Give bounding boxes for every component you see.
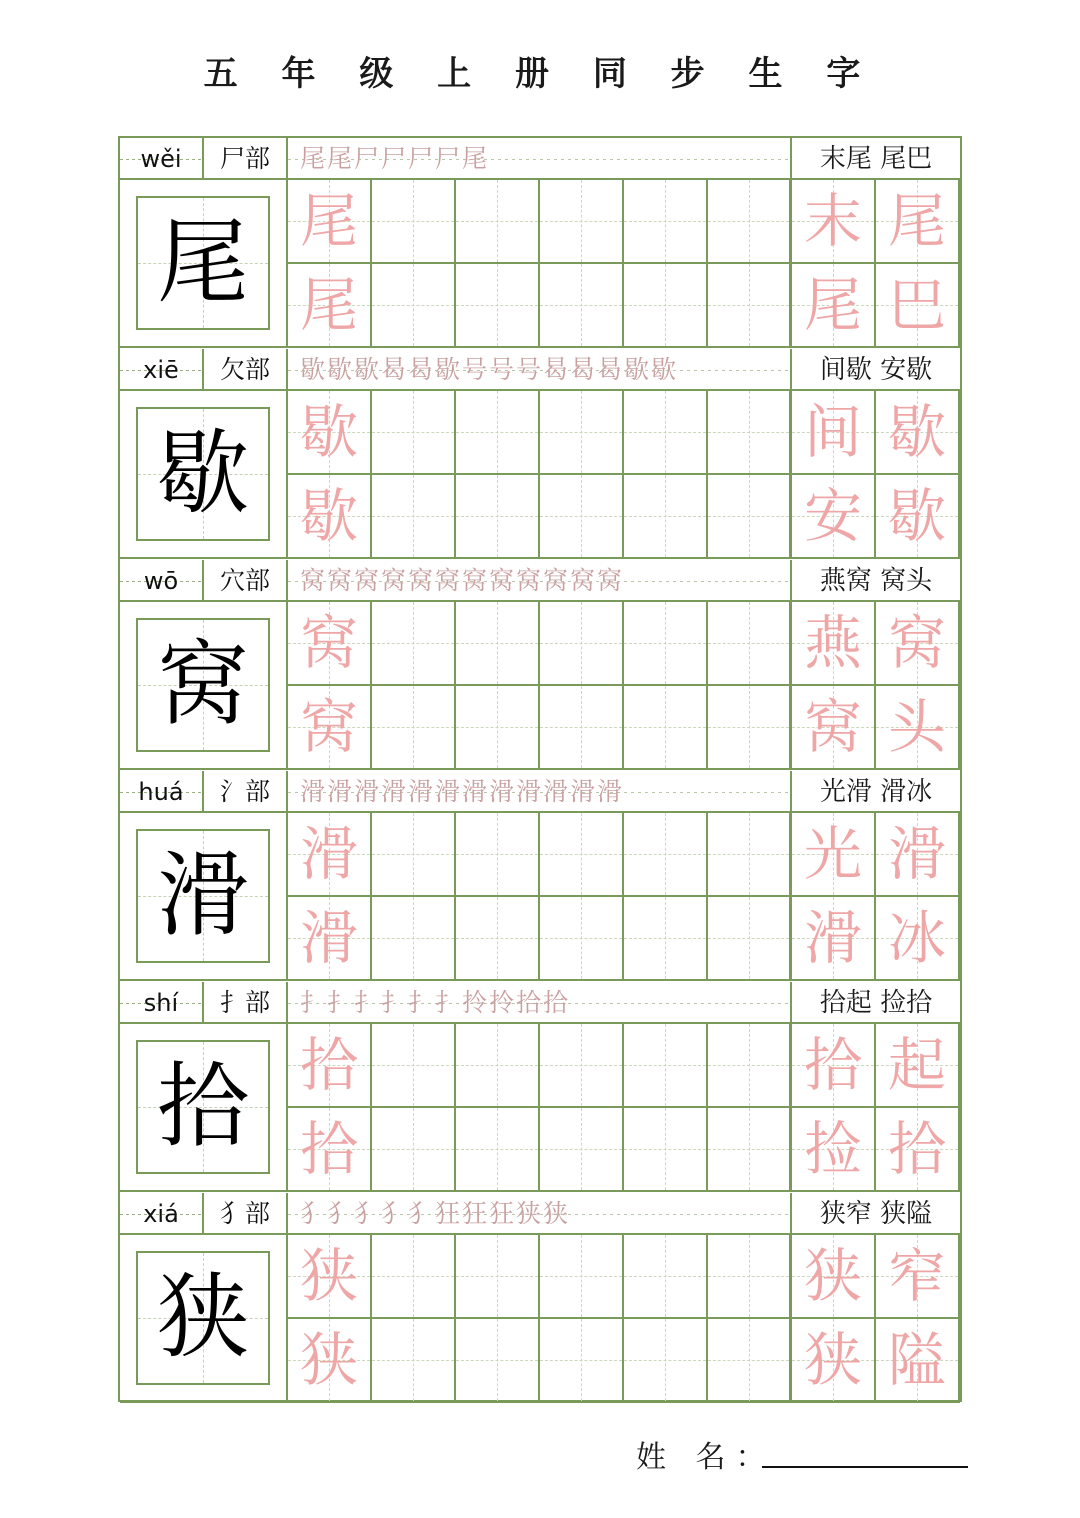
radical: 穴部 bbox=[204, 560, 288, 602]
radical: 氵部 bbox=[204, 771, 288, 813]
tracing-cell[interactable] bbox=[456, 1235, 540, 1319]
tracing-cell[interactable] bbox=[792, 180, 876, 264]
name-blank-line[interactable] bbox=[762, 1466, 968, 1468]
trace-word-character: 拾 bbox=[887, 1115, 946, 1183]
trace-word-character: 歇 bbox=[887, 482, 946, 550]
tracing-cell[interactable] bbox=[288, 1319, 372, 1403]
model-character: 窝 bbox=[156, 631, 249, 738]
tracing-cell[interactable] bbox=[708, 391, 792, 475]
tracing-cell[interactable] bbox=[288, 1235, 372, 1319]
model-character: 歇 bbox=[156, 420, 249, 527]
tracing-cell[interactable] bbox=[624, 475, 708, 559]
tracing-cell[interactable] bbox=[372, 1319, 456, 1403]
tracing-grid bbox=[288, 602, 960, 770]
tracing-cell[interactable] bbox=[792, 686, 876, 770]
trace-word-character: 冰 bbox=[887, 904, 946, 972]
stroke-order: 扌扌扌扌扌扌拎拎拾拾 bbox=[288, 982, 792, 1024]
tracing-cell[interactable] bbox=[288, 686, 372, 770]
tracing-cell[interactable] bbox=[624, 180, 708, 264]
radical: 欠部 bbox=[204, 349, 288, 391]
trace-word-character: 窝 bbox=[803, 693, 862, 761]
tracing-cell[interactable] bbox=[372, 602, 456, 686]
page-title: 五 年 级 上 册 同 步 生 字 bbox=[203, 54, 877, 94]
trace-character: 歇 bbox=[299, 398, 358, 466]
radical: 扌部 bbox=[204, 982, 288, 1024]
tracing-cell[interactable] bbox=[876, 391, 960, 475]
tracing-cell[interactable] bbox=[540, 1108, 624, 1192]
tracing-cell[interactable] bbox=[792, 264, 876, 348]
tracing-cell[interactable] bbox=[876, 475, 960, 559]
character-block bbox=[120, 349, 960, 560]
character-block bbox=[120, 982, 960, 1193]
example-words: 燕窝 窝头 bbox=[819, 566, 933, 596]
trace-word-character: 狭 bbox=[803, 1242, 862, 1310]
tracing-cell[interactable] bbox=[792, 1235, 876, 1319]
tracing-cell[interactable] bbox=[288, 602, 372, 686]
tracing-cell[interactable] bbox=[708, 180, 792, 264]
character-block bbox=[120, 560, 960, 771]
tracing-cell[interactable] bbox=[456, 686, 540, 770]
tracing-cell[interactable] bbox=[792, 391, 876, 475]
example-words: 狭窄 狭隘 bbox=[819, 1199, 933, 1229]
tracing-cell[interactable] bbox=[876, 1024, 960, 1108]
tracing-cell[interactable] bbox=[372, 1108, 456, 1192]
character-block bbox=[120, 1193, 960, 1404]
tracing-cell[interactable] bbox=[708, 602, 792, 686]
tracing-cell[interactable] bbox=[288, 264, 372, 348]
tracing-cell[interactable] bbox=[876, 180, 960, 264]
pinyin: xiē bbox=[120, 349, 204, 391]
trace-word-character: 歇 bbox=[887, 398, 946, 466]
stroke-order: 滑滑滑滑滑滑滑滑滑滑滑滑 bbox=[288, 771, 792, 813]
tracing-cell[interactable] bbox=[456, 475, 540, 559]
trace-word-character: 安 bbox=[803, 482, 862, 550]
tracing-cell[interactable] bbox=[876, 602, 960, 686]
trace-word-character: 尾 bbox=[887, 187, 946, 255]
tracing-cell[interactable] bbox=[624, 391, 708, 475]
block-header bbox=[120, 138, 960, 180]
tracing-cell[interactable] bbox=[456, 1108, 540, 1192]
trace-word-character: 燕 bbox=[803, 609, 862, 677]
tracing-cell[interactable] bbox=[456, 1024, 540, 1108]
pinyin: shí bbox=[120, 982, 204, 1024]
tracing-cell[interactable] bbox=[876, 686, 960, 770]
tracing-cell[interactable] bbox=[624, 602, 708, 686]
block-header bbox=[120, 1193, 960, 1235]
tracing-cell[interactable] bbox=[624, 1319, 708, 1403]
pinyin: wō bbox=[120, 560, 204, 602]
tracing-cell[interactable] bbox=[540, 475, 624, 559]
tracing-cell[interactable] bbox=[624, 813, 708, 897]
tracing-cell[interactable] bbox=[708, 897, 792, 981]
trace-word-character: 末 bbox=[803, 187, 862, 255]
model-character-cell bbox=[120, 1024, 288, 1192]
tracing-cell[interactable] bbox=[372, 1235, 456, 1319]
tracing-cell[interactable] bbox=[624, 1108, 708, 1192]
stroke-order: 犭犭犭犭犭狂狂狂狭狭 bbox=[288, 1193, 792, 1235]
radical: 犭部 bbox=[204, 1193, 288, 1235]
tracing-cell[interactable] bbox=[288, 475, 372, 559]
model-character-cell bbox=[120, 813, 288, 981]
tracing-cell[interactable] bbox=[288, 813, 372, 897]
practice-sheet bbox=[118, 136, 962, 1402]
trace-character: 窝 bbox=[299, 693, 358, 761]
tracing-grid bbox=[288, 1024, 960, 1192]
tracing-grid bbox=[288, 391, 960, 559]
model-character: 狭 bbox=[156, 1264, 249, 1371]
tracing-cell[interactable] bbox=[540, 897, 624, 981]
tracing-cell[interactable] bbox=[372, 1024, 456, 1108]
trace-word-character: 滑 bbox=[803, 904, 862, 972]
tracing-cell[interactable] bbox=[624, 1235, 708, 1319]
tracing-cell[interactable] bbox=[288, 1024, 372, 1108]
trace-word-character: 起 bbox=[887, 1031, 946, 1099]
stroke-order: 尾尾尸尸尸尸尾 bbox=[288, 138, 792, 180]
model-character: 拾 bbox=[156, 1053, 249, 1160]
tracing-cell[interactable] bbox=[288, 180, 372, 264]
trace-character: 拾 bbox=[299, 1115, 358, 1183]
tracing-cell[interactable] bbox=[456, 813, 540, 897]
tracing-cell[interactable] bbox=[540, 686, 624, 770]
model-character-cell bbox=[120, 391, 288, 559]
example-words: 光滑 滑冰 bbox=[819, 777, 933, 807]
tracing-grid bbox=[288, 1235, 960, 1403]
trace-word-character: 巴 bbox=[887, 271, 946, 339]
character-block bbox=[120, 771, 960, 982]
trace-character: 滑 bbox=[299, 820, 358, 888]
tracing-cell[interactable] bbox=[624, 1024, 708, 1108]
pinyin: wěi bbox=[120, 138, 204, 180]
tracing-cell[interactable] bbox=[456, 391, 540, 475]
radical: 尸部 bbox=[204, 138, 288, 180]
tracing-cell[interactable] bbox=[372, 813, 456, 897]
tracing-cell[interactable] bbox=[792, 602, 876, 686]
tracing-cell[interactable] bbox=[456, 264, 540, 348]
tracing-cell[interactable] bbox=[624, 264, 708, 348]
trace-word-character: 隘 bbox=[887, 1326, 946, 1394]
tracing-cell[interactable] bbox=[792, 1319, 876, 1403]
character-block bbox=[120, 138, 960, 349]
pinyin: huá bbox=[120, 771, 204, 813]
trace-word-character: 拾 bbox=[803, 1031, 862, 1099]
trace-character: 歇 bbox=[299, 482, 358, 550]
trace-character: 尾 bbox=[299, 271, 358, 339]
tracing-cell[interactable] bbox=[708, 686, 792, 770]
tracing-cell[interactable] bbox=[540, 391, 624, 475]
trace-word-character: 头 bbox=[887, 693, 946, 761]
example-words: 拾起 捡拾 bbox=[819, 988, 933, 1018]
tracing-cell[interactable] bbox=[456, 897, 540, 981]
tracing-cell[interactable] bbox=[372, 475, 456, 559]
model-character-cell bbox=[120, 180, 288, 348]
tracing-cell[interactable] bbox=[540, 1235, 624, 1319]
trace-word-character: 狭 bbox=[803, 1326, 862, 1394]
tracing-cell[interactable] bbox=[792, 897, 876, 981]
model-character-cell bbox=[120, 1235, 288, 1403]
stroke-order: 歇歇歇曷曷歇号号号曷曷曷歇歇 bbox=[288, 349, 792, 391]
pinyin: xiá bbox=[120, 1193, 204, 1235]
tracing-cell[interactable] bbox=[540, 813, 624, 897]
tracing-cell[interactable] bbox=[540, 264, 624, 348]
tracing-cell[interactable] bbox=[708, 1319, 792, 1403]
example-words: 末尾 尾巴 bbox=[819, 144, 933, 174]
tracing-cell[interactable] bbox=[372, 391, 456, 475]
tracing-cell[interactable] bbox=[876, 1319, 960, 1403]
trace-character: 尾 bbox=[299, 187, 358, 255]
block-header bbox=[120, 560, 960, 602]
tracing-cell[interactable] bbox=[876, 897, 960, 981]
tracing-cell[interactable] bbox=[288, 391, 372, 475]
trace-character: 狭 bbox=[299, 1242, 358, 1310]
tracing-cell[interactable] bbox=[876, 813, 960, 897]
trace-word-character: 滑 bbox=[887, 820, 946, 888]
tracing-cell[interactable] bbox=[540, 1024, 624, 1108]
model-character: 滑 bbox=[156, 842, 249, 949]
tracing-cell[interactable] bbox=[540, 602, 624, 686]
tracing-cell[interactable] bbox=[372, 264, 456, 348]
tracing-cell[interactable] bbox=[792, 475, 876, 559]
tracing-cell[interactable] bbox=[792, 1024, 876, 1108]
trace-character: 滑 bbox=[299, 904, 358, 972]
tracing-cell[interactable] bbox=[456, 180, 540, 264]
tracing-cell[interactable] bbox=[288, 897, 372, 981]
trace-word-character: 窄 bbox=[887, 1242, 946, 1310]
tracing-cell[interactable] bbox=[624, 897, 708, 981]
tracing-cell[interactable] bbox=[708, 813, 792, 897]
tracing-cell[interactable] bbox=[876, 1235, 960, 1319]
tracing-cell[interactable] bbox=[708, 1108, 792, 1192]
tracing-cell[interactable] bbox=[708, 475, 792, 559]
tracing-cell[interactable] bbox=[624, 686, 708, 770]
tracing-cell[interactable] bbox=[876, 264, 960, 348]
trace-word-character: 间 bbox=[803, 398, 862, 466]
trace-word-character: 窝 bbox=[887, 609, 946, 677]
block-header bbox=[120, 982, 960, 1024]
tracing-grid bbox=[288, 180, 960, 348]
tracing-cell[interactable] bbox=[372, 897, 456, 981]
tracing-cell[interactable] bbox=[288, 1108, 372, 1192]
tracing-cell[interactable] bbox=[540, 180, 624, 264]
tracing-cell[interactable] bbox=[792, 813, 876, 897]
trace-character: 窝 bbox=[299, 609, 358, 677]
trace-word-character: 尾 bbox=[803, 271, 862, 339]
example-words: 间歇 安歇 bbox=[819, 355, 933, 385]
trace-character: 狭 bbox=[299, 1326, 358, 1394]
tracing-cell[interactable] bbox=[708, 264, 792, 348]
tracing-cell[interactable] bbox=[792, 1108, 876, 1192]
tracing-cell[interactable] bbox=[456, 1319, 540, 1403]
block-header bbox=[120, 349, 960, 391]
name-label: 姓 名： bbox=[636, 1440, 776, 1475]
tracing-cell[interactable] bbox=[372, 686, 456, 770]
trace-word-character: 捡 bbox=[803, 1115, 862, 1183]
tracing-cell[interactable] bbox=[456, 602, 540, 686]
block-header bbox=[120, 771, 960, 813]
tracing-cell[interactable] bbox=[708, 1024, 792, 1108]
tracing-cell[interactable] bbox=[708, 1235, 792, 1319]
tracing-cell[interactable] bbox=[876, 1108, 960, 1192]
stroke-order: 窝窝窝窝窝窝窝窝窝窝窝窝 bbox=[288, 560, 792, 602]
trace-character: 拾 bbox=[299, 1031, 358, 1099]
tracing-cell[interactable] bbox=[372, 180, 456, 264]
tracing-cell[interactable] bbox=[540, 1319, 624, 1403]
tracing-grid bbox=[288, 813, 960, 981]
trace-word-character: 光 bbox=[803, 820, 862, 888]
model-character: 尾 bbox=[156, 209, 249, 316]
model-character-cell bbox=[120, 602, 288, 770]
